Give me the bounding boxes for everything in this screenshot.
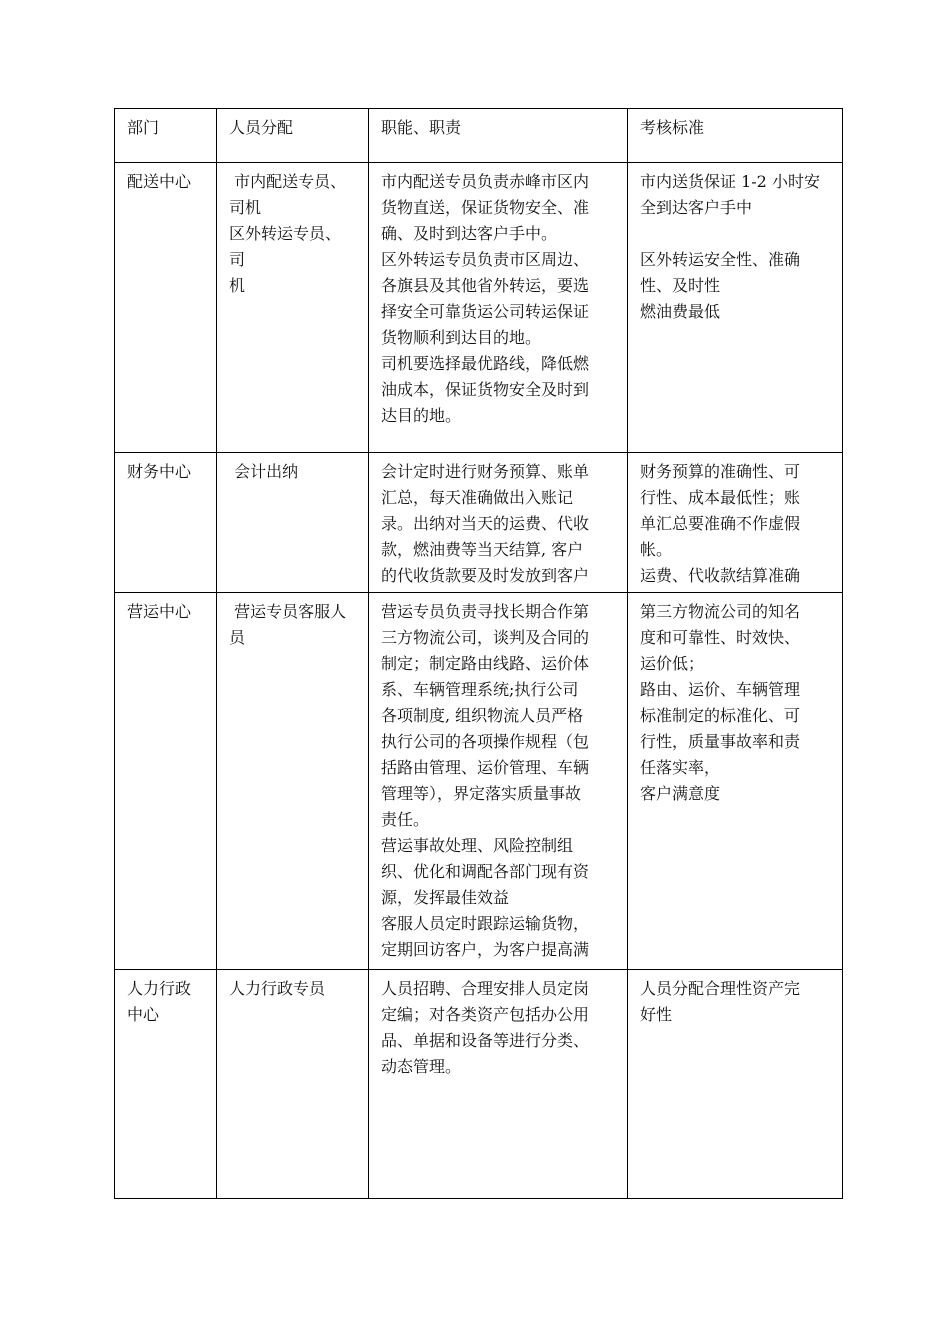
criteria-line: 财务预算的准确性、可	[640, 462, 801, 481]
criteria-cell	[628, 593, 843, 970]
criteria-line: 行性，质量事故率和责	[640, 732, 801, 751]
duty-line: 各项制度, 组织物流人员严格	[381, 706, 584, 725]
staff-line: 员	[229, 628, 246, 647]
header-criteria: 考核标准	[640, 118, 705, 137]
staff-cell	[217, 163, 369, 453]
header-duties: 职能、职责	[381, 118, 462, 137]
staff-cell	[217, 453, 369, 593]
duty-line: 择安全可靠货运公司转运保证	[381, 302, 590, 321]
criteria-blank-line	[640, 221, 830, 247]
criteria-cell	[628, 163, 843, 453]
header-cell-duties	[369, 109, 628, 163]
duty-line: 司机要选择最优路线，降低燃	[381, 354, 590, 373]
criteria-line: 单汇总要准确不作虚假	[640, 514, 801, 533]
staff-line: 司机	[229, 198, 262, 217]
duty-line: 达目的地。	[381, 406, 462, 425]
header-dept: 部门	[127, 118, 160, 137]
staff-line: 司	[229, 250, 246, 269]
criteria-line: 全到达客户手中	[640, 198, 753, 217]
duty-line: 织、优化和调配各部门现有资	[381, 862, 590, 881]
dept-name: 中心	[127, 1005, 160, 1024]
duty-line: 市内配送专员负责赤峰市区内	[381, 172, 590, 191]
criteria-line: 人员分配合理性资产完	[640, 979, 801, 998]
dept-cell	[115, 970, 217, 1199]
duty-line: 源，发挥最佳效益	[381, 888, 510, 907]
duty-line: 括路由管理、运价管理、车辆	[381, 758, 590, 777]
duty-line: 系、车辆管理系统;执行公司	[381, 680, 579, 699]
criteria-line: 路由、运价、车辆管理	[640, 680, 801, 699]
table-row	[115, 970, 843, 1199]
table-row	[115, 453, 843, 593]
staff-line: 会计出纳	[229, 462, 299, 481]
criteria-line: 第三方物流公司的知名	[640, 602, 801, 621]
duty-line: 确、及时到达客户手中。	[381, 224, 558, 243]
duty-line: 营运事故处理、风险控制组	[381, 836, 574, 855]
duty-line: 人员招聘、合理安排人员定岗	[381, 979, 590, 998]
duty-line: 客服人员定时跟踪运输货物，	[381, 914, 590, 933]
criteria-line: 运价低；	[640, 654, 705, 673]
duty-line: 的代收货款要及时发放到客户	[381, 566, 590, 585]
header-staff: 人员分配	[229, 118, 294, 137]
duty-line: 管理等），界定落实质量事故	[381, 784, 582, 803]
criteria-line: 客户满意度	[640, 784, 721, 803]
criteria-cell	[628, 970, 843, 1199]
duty-line: 制定；制定路由线路、运价体	[381, 654, 590, 673]
duty-line: 执行公司的各项操作规程（包	[381, 732, 590, 751]
dept-name: 财务中心	[127, 462, 192, 481]
criteria-line: 标准制定的标准化、可	[640, 706, 801, 725]
criteria-line: 市内送货保证 1-2 小时安	[640, 172, 820, 191]
duty-line: 责任。	[381, 810, 430, 829]
duty-line: 汇总，每天准确做出入账记	[381, 488, 574, 507]
criteria-line: 帐。	[640, 540, 673, 559]
duty-line: 定编；对各类资产包括办公用	[381, 1005, 590, 1024]
duty-line: 各旗县及其他省外转运，要选	[381, 276, 590, 295]
staff-line: 营运专员客服人	[229, 602, 347, 621]
duties-cell	[369, 970, 628, 1199]
duty-line: 区外转运专员负责市区周边、	[381, 250, 590, 269]
duties-cell	[369, 593, 628, 970]
duty-line: 三方物流公司，谈判及合同的	[381, 628, 590, 647]
dept-cell	[115, 163, 217, 453]
staff-cell	[217, 593, 369, 970]
dept-cell	[115, 593, 217, 970]
duty-line: 款，燃油费等当天结算, 客户	[381, 540, 584, 559]
dept-name: 营运中心	[127, 602, 192, 621]
duty-line: 油成本，保证货物安全及时到	[381, 380, 590, 399]
staff-line: 区外转运专员、	[229, 224, 342, 243]
table-row	[115, 593, 843, 970]
duties-cell	[369, 163, 628, 453]
table-header-row	[115, 109, 843, 163]
dept-name: 人力行政	[127, 979, 192, 998]
criteria-line: 度和可靠性、时效快、	[640, 628, 801, 647]
staff-line: 机	[229, 276, 246, 295]
duty-line: 定期回访客户，为客户提高满	[381, 940, 590, 959]
duty-line: 录。出纳对当天的运费、代收	[381, 514, 590, 533]
dept-cell	[115, 453, 217, 593]
duty-line: 货物顺利到达目的地。	[381, 328, 542, 347]
duty-line: 货物直送，保证货物安全、准	[381, 198, 590, 217]
staff-line: 人力行政专员	[229, 979, 326, 998]
dept-name: 配送中心	[127, 172, 192, 191]
criteria-line: 燃油费最低	[640, 302, 721, 321]
duty-line: 会计定时进行财务预算、账单	[381, 462, 590, 481]
header-cell-staff	[217, 109, 369, 163]
criteria-line: 区外转运安全性、准确	[640, 250, 801, 269]
duty-line: 营运专员负责寻找长期合作第	[381, 602, 590, 621]
department-duty-table	[114, 108, 843, 1199]
criteria-line: 任落实率，	[640, 758, 721, 777]
table-row	[115, 163, 843, 453]
criteria-line: 运费、代收款结算准确	[640, 566, 801, 585]
criteria-cell	[628, 453, 843, 593]
criteria-line: 行性、成本最低性；账	[640, 488, 801, 507]
duties-cell	[369, 453, 628, 593]
staff-line: 市内配送专员、	[229, 172, 347, 191]
duty-line: 品、单据和设备等进行分类、	[381, 1031, 590, 1050]
staff-cell	[217, 970, 369, 1199]
criteria-line: 好性	[640, 1005, 673, 1024]
criteria-line: 性、及时性	[640, 276, 721, 295]
duty-line: 动态管理。	[381, 1057, 462, 1076]
header-cell-dept	[115, 109, 217, 163]
header-cell-criteria	[628, 109, 843, 163]
